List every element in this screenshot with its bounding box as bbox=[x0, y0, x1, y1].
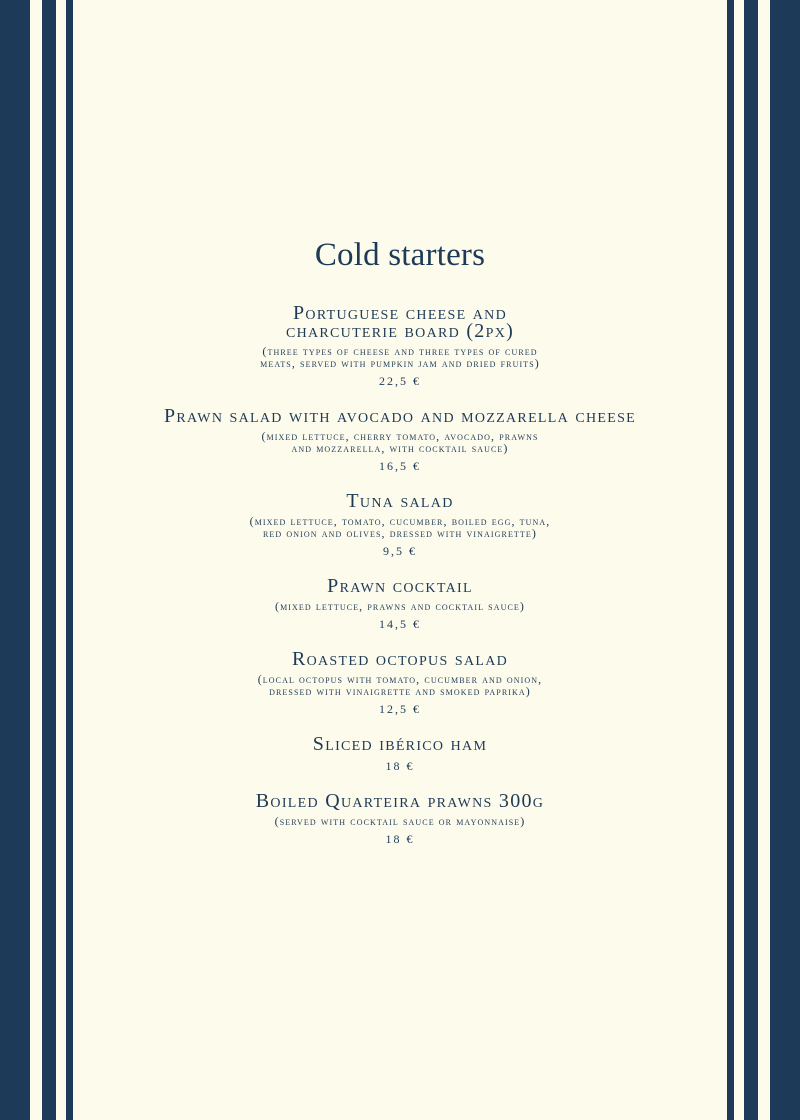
item-name bbox=[90, 404, 710, 427]
item-name-line: Roasted octopus salad bbox=[291, 647, 509, 670]
item-description bbox=[90, 673, 710, 697]
item-description-line: (mixed lettuce, prawns and cocktail sauce) bbox=[274, 598, 526, 613]
item-price: 14,5 € bbox=[379, 616, 421, 631]
left-border-stripe-wide bbox=[0, 0, 30, 1120]
item-name bbox=[90, 489, 710, 512]
item-description bbox=[90, 430, 710, 454]
menu-item bbox=[90, 732, 710, 774]
item-description bbox=[90, 815, 710, 827]
menu-item bbox=[90, 574, 710, 632]
item-description-line: red onion and olives, dressed with vinaigrette) bbox=[262, 525, 537, 540]
menu-item bbox=[90, 404, 710, 474]
item-price: 18 € bbox=[385, 758, 415, 773]
menu-item bbox=[90, 301, 710, 389]
right-border-stripe-wide bbox=[770, 0, 800, 1120]
menu-item bbox=[90, 489, 710, 559]
item-name-line: Sliced ibérico ham bbox=[312, 732, 488, 755]
item-description bbox=[90, 515, 710, 539]
item-description-line: (mixed lettuce, cherry tomato, avocado, prawns bbox=[261, 428, 539, 443]
item-name bbox=[90, 732, 710, 755]
item-price: 12,5 € bbox=[379, 701, 421, 716]
item-name bbox=[90, 301, 710, 342]
item-name-line: Prawn cocktail bbox=[327, 574, 473, 597]
item-description-line: dressed with vinaigrette and smoked paprika) bbox=[269, 683, 531, 698]
item-price: 9,5 € bbox=[383, 543, 417, 558]
item-name-line: Tuna salad bbox=[346, 489, 454, 512]
section-title: Cold starters bbox=[314, 237, 486, 273]
item-description-line: (served with cocktail sauce or mayonnaise) bbox=[274, 813, 526, 828]
item-description-line: and mozzarella, with cocktail sauce) bbox=[291, 440, 509, 455]
item-description-line: (local octopus with tomato, cucumber and onion, bbox=[257, 671, 543, 686]
item-price: 22,5 € bbox=[379, 373, 421, 388]
item-name bbox=[90, 647, 710, 670]
item-description bbox=[90, 345, 710, 369]
item-name bbox=[90, 789, 710, 812]
right-border-stripe-medium bbox=[744, 0, 758, 1120]
item-name-line: charcuterie board (2px) bbox=[285, 319, 515, 342]
item-name-line: Boiled Quarteira prawns 300g bbox=[255, 789, 545, 812]
item-description-line: (three types of cheese and three types of cured bbox=[262, 343, 538, 358]
item-description-line: meats, served with pumpkin jam and dried fruits) bbox=[260, 355, 540, 370]
menu-item bbox=[90, 789, 710, 847]
item-price: 18 € bbox=[385, 831, 415, 846]
left-border-stripe-medium bbox=[42, 0, 56, 1120]
right-border-stripe-thin bbox=[727, 0, 734, 1120]
item-description bbox=[90, 600, 710, 612]
item-name-line: Prawn salad with avocado and mozzarella cheese bbox=[163, 404, 637, 427]
item-name-line: Portuguese cheese and bbox=[292, 301, 508, 324]
item-price: 16,5 € bbox=[379, 458, 421, 473]
item-description-line: (mixed lettuce, tomato, cucumber, boiled egg, tuna, bbox=[249, 513, 551, 528]
item-name bbox=[90, 574, 710, 597]
menu-content bbox=[90, 236, 710, 865]
menu-item bbox=[90, 647, 710, 717]
left-border-stripe-thin bbox=[66, 0, 73, 1120]
